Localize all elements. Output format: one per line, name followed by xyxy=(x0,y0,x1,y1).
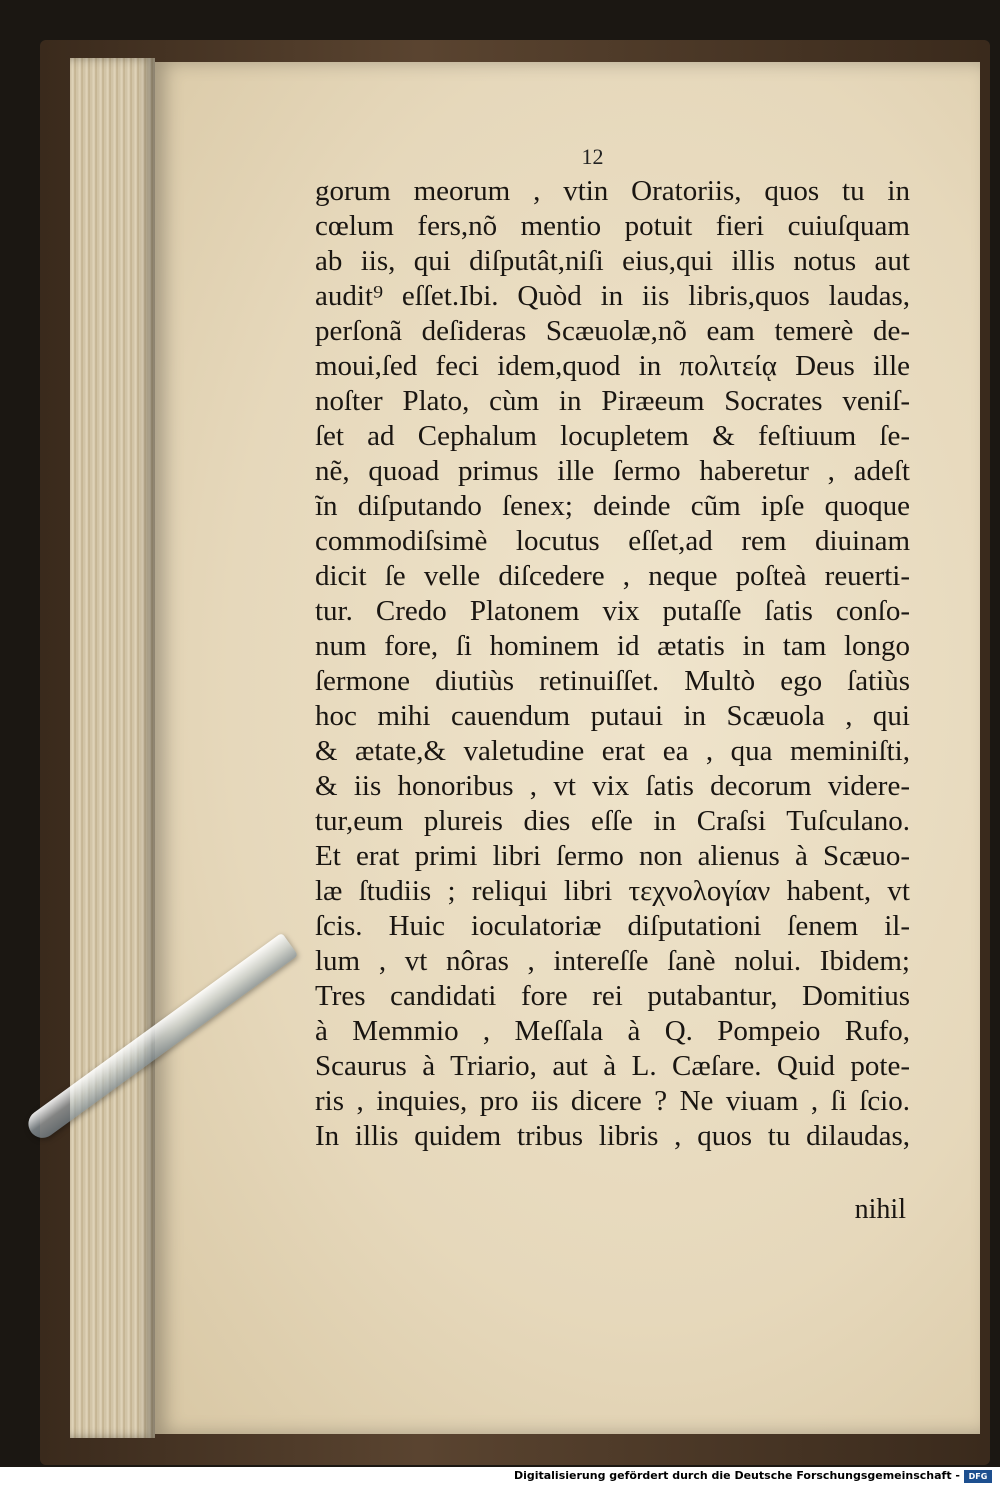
text-line: tur,eum plureis dies eſſe in Craſsi Tuſculano. xyxy=(315,805,910,837)
text-line: & iis honoribus , vt vix ſatis decorum videre- xyxy=(315,770,910,802)
text-line: hoc mihi cauendum putaui in Scæuola , qui xyxy=(315,700,910,732)
book-page xyxy=(155,62,980,1434)
text-line: commodiſsimè locutus eſſet,ad rem diuinam xyxy=(315,525,910,557)
text-line: perſonã deſideras Scæuolæ,nõ eam temerè de- xyxy=(315,315,910,347)
text-line: noſter Plato, cùm in Piræeum Socrates veniſ- xyxy=(315,385,910,417)
text-line: tur. Credo Platonem vix putaſſe ſatis conſo- xyxy=(315,595,910,627)
text-line: ſet ad Cephalum locupletem & feſtiuum ſe- xyxy=(315,420,910,452)
text-line: nẽ, quoad primus ille ſermo haberetur , adeſt xyxy=(315,455,910,487)
text-line: ab iis, qui diſputât,niſi eius,qui illis notus aut xyxy=(315,245,910,277)
page-number: 12 xyxy=(581,144,604,169)
text-line: Scaurus à Triario, aut à L. Cæſare. Quid pote- xyxy=(315,1050,910,1082)
footer-credit: Digitalisierung gefördert durch die Deutsche Forschungsgemeinschaft - xyxy=(513,1469,960,1482)
text-line: ris , inquies, pro iis dicere ? Ne viuam , ſi ſcio. xyxy=(315,1085,910,1117)
text-line: Et erat primi libri ſermo non alienus à Scæuo- xyxy=(315,840,910,872)
text-line: ĩn diſputando ſenex; deinde cũm ipſe quoque xyxy=(315,490,910,522)
footer-bar xyxy=(0,1467,1000,1487)
text-line: cœlum fers,nõ mentio potuit fieri cuiuſquam xyxy=(315,210,910,242)
text-line: lum , vt nôras , intereſſe ſanè nolui. Ibidem; xyxy=(315,945,910,977)
text-line: læ ſtudiis ; reliqui libri τεχνολογίαν habent, vt xyxy=(315,875,910,907)
text-block xyxy=(315,174,910,1154)
text-line: Tres candidati fore rei putabantur, Domitius xyxy=(315,980,910,1012)
text-line: ſermone diutiùs retinuiſſet. Multò ego ſatiùs xyxy=(315,665,910,697)
catchword: nihil xyxy=(854,1194,906,1225)
text-line: à Memmio , Meſſala à Q. Pompeio Rufo, xyxy=(315,1015,910,1047)
text-line: In illis quidem tribus libris , quos tu dilaudas, xyxy=(315,1120,910,1152)
text-line: num fore, ſi hominem id ætatis in tam longo xyxy=(315,630,910,662)
page-edges xyxy=(70,58,155,1438)
text-line: audit⁹ eſſet.Ibi. Quòd in iis libris,quos laudas, xyxy=(315,280,910,312)
text-line: & ætate,& valetudine erat ea , qua meminiſti, xyxy=(315,735,910,767)
text-line: ſcis. Huic ioculatoriæ diſputationi ſenem il- xyxy=(315,910,910,942)
text-line: dicit ſe velle diſcedere , neque poſteà reuerti- xyxy=(315,560,910,592)
dfg-logo: DFG xyxy=(964,1470,992,1483)
text-line: moui,ſed feci idem,quod in πολιτείᾳ Deus ille xyxy=(315,350,910,382)
text-line: gorum meorum , vtin Oratoriis, quos tu in xyxy=(315,175,910,207)
